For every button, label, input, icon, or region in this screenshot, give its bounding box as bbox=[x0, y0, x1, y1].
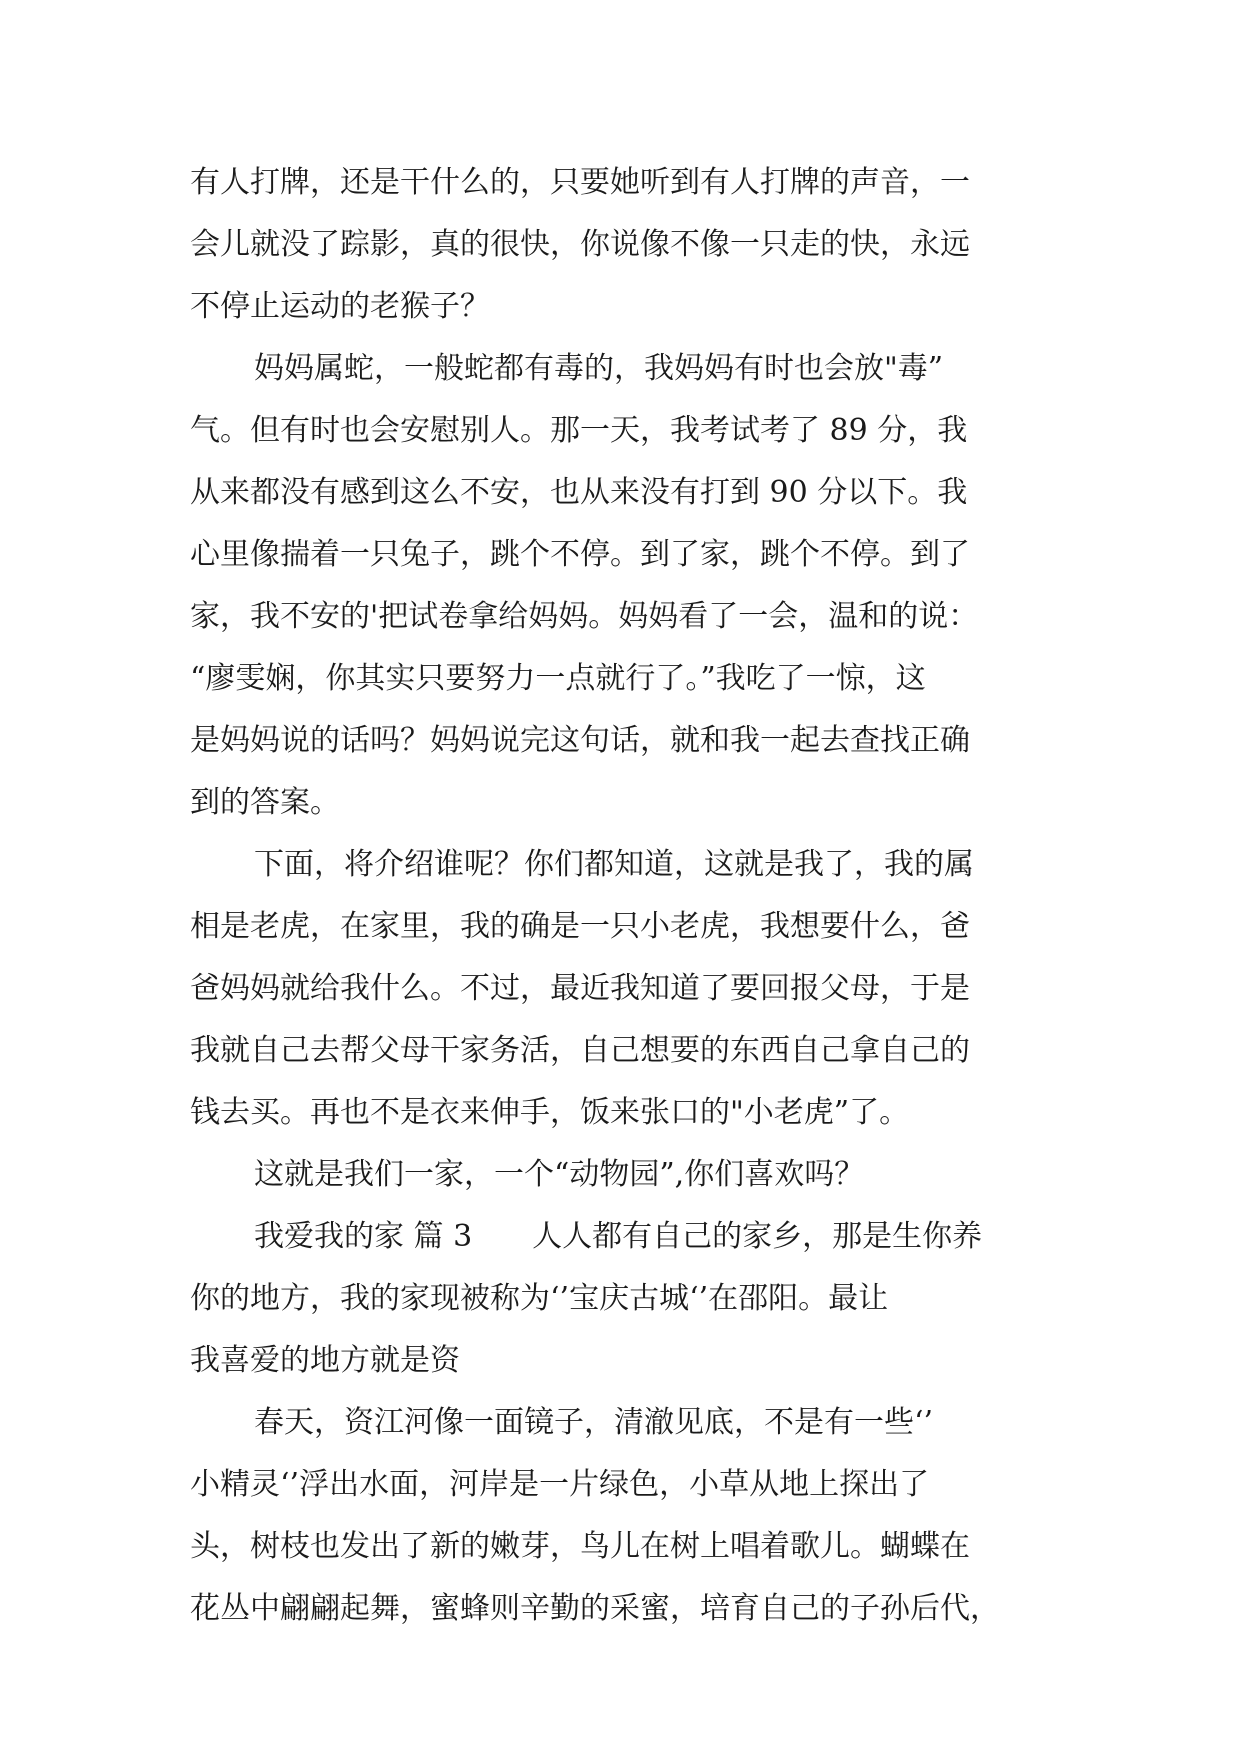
text-line: 妈妈属蛇，一般蛇都有毒的，我妈妈有时也会放"毒” bbox=[254, 351, 944, 386]
text-line: 心里像揣着一只兔子，跳个不停。到了家，跳个不停。到了 bbox=[190, 537, 970, 572]
text-line: 家，我不安的'把试卷拿给妈妈。妈妈看了一会，温和的说： bbox=[190, 599, 979, 634]
text-line: 从来都没有感到这么不安，也从来没有打到 90 分以下。我 bbox=[190, 475, 968, 510]
document-body bbox=[190, 152, 1050, 1640]
text-line: 气。但有时也会安慰别人。那一天，我考试考了 89 分，我 bbox=[190, 413, 968, 448]
text-line: 头，树枝也发出了新的嫩芽，鸟儿在树上唱着歌儿。蝴蝶在 bbox=[190, 1529, 970, 1564]
text-line: 我喜爱的地方就是资 bbox=[190, 1343, 460, 1378]
text-line: 我爱我的家 篇 3 人人都有自己的家乡，那是生你养 bbox=[254, 1219, 983, 1254]
text-line: 你的地方，我的家现被称为‘’宝庆古城‘’在邵阳。最让 bbox=[190, 1281, 889, 1316]
text-line: 到的答案。 bbox=[190, 785, 340, 820]
text-line: 下面，将介绍谁呢？你们都知道，这就是我了，我的属 bbox=[254, 847, 974, 882]
text-line: “廖雯娴，你其实只要努力一点就行了。”我吃了一惊，这 bbox=[190, 661, 926, 696]
text-line: 不停止运动的老猴子？ bbox=[190, 289, 490, 324]
text-line: 春天，资江河像一面镜子，清澈见底，不是有一些‘’ bbox=[254, 1405, 934, 1440]
text-line: 有人打牌，还是干什么的，只要她听到有人打牌的声音，一 bbox=[190, 165, 970, 200]
text-line: 钱去买。再也不是衣来伸手，饭来张口的"小老虎”了。 bbox=[190, 1095, 910, 1130]
text-line: 花丛中翩翩起舞，蜜蜂则辛勤的采蜜，培育自己的子孙后代， bbox=[190, 1591, 1000, 1626]
text-line: 会儿就没了踪影，真的很快，你说像不像一只走的快，永远 bbox=[190, 227, 970, 262]
text-line: 这就是我们一家，一个“动物园”,你们喜欢吗？ bbox=[254, 1157, 865, 1192]
text-line: 爸妈妈就给我什么。不过，最近我知道了要回报父母，于是 bbox=[190, 971, 970, 1006]
text-line: 相是老虎，在家里，我的确是一只小老虎，我想要什么，爸 bbox=[190, 909, 970, 944]
text-line: 小精灵‘’浮出水面，河岸是一片绿色，小草从地上探出了 bbox=[190, 1467, 930, 1502]
text-line: 是妈妈说的话吗？妈妈说完这句话，就和我一起去查找正确 bbox=[190, 723, 970, 758]
text-line: 我就自己去帮父母干家务活，自己想要的东西自己拿自己的 bbox=[190, 1033, 970, 1068]
